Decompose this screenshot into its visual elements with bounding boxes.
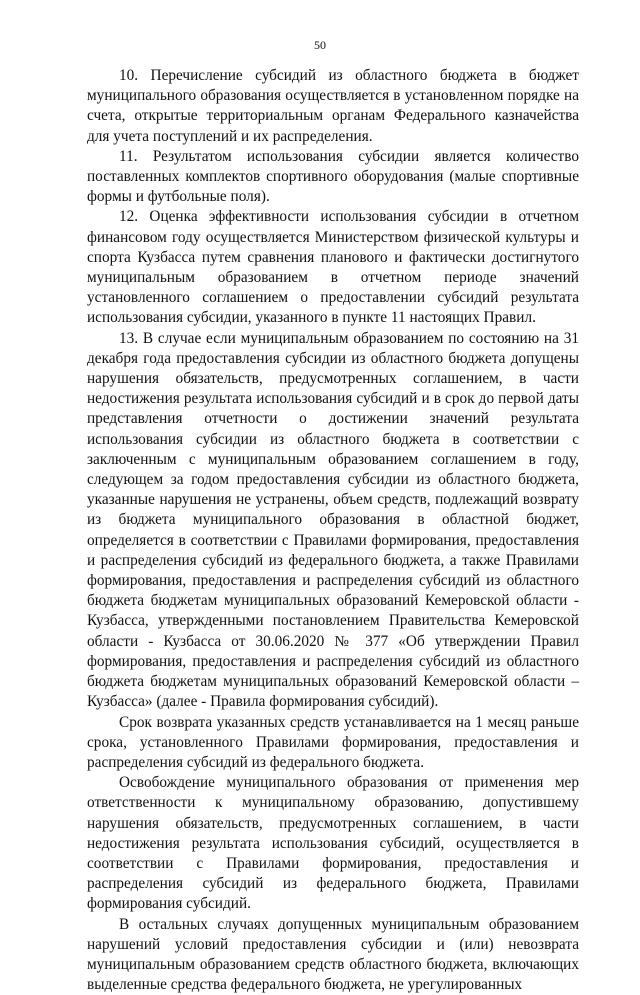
document-body: [87, 66, 579, 995]
page-number: 50: [314, 38, 326, 52]
paragraph-12-efficiency: 12. Оценка эффективности использования субсидии в отчетном финансовом году осуществляется Министерством физической культуры и спорта Кузбасса путем сравнения планового и фактически достигнутого муниципальным образованием в отчетном периоде значений установленного соглашением о предоставлении субсидий результата использования субсидии, указанного в пункте 11 настоящих Правил.: [87, 208, 579, 327]
paragraph-other-cases: В остальных случаях допущенных муниципальным образованием нарушений условий предоставления субсидии и (или) невозврата муниципальным образованием средств областного бюджета, включающих выделенные средства федерального бюджета, не урегулированных: [87, 915, 579, 994]
paragraph-exemption: Освобождение муниципального образования от применения мер ответственности к муниципальному образованию, допустившему нарушения обязательств, предусмотренных соглашением, в части недостижения результата использования субсидий, осуществляется в соответствии с Правилами формирования, предоставления и распределения субсидий из федерального бюджета, Правилами формирования субсидий.: [87, 774, 579, 913]
paragraph-return-deadline: Срок возврата указанных средств устанавливается на 1 месяц раньше срока, установленного Правилами формирования, предоставления и распределения субсидий из федерального бюджета.: [87, 713, 579, 771]
paragraph-10-subsidy-transfer: 10. Перечисление субсидий из областного бюджета в бюджет муниципального образования осуществляется в установленном порядке на счета, открытые территориальным органам Федерального казначейства для учета поступлений и их распределения.: [87, 67, 579, 145]
paragraph-11-result: 11. Результатом использования субсидии является количество поставленных комплектов спортивного оборудования (малые спортивные формы и футбольные поля).: [87, 147, 579, 206]
paragraph-13-violations: 13. В случае если муниципальным образованием по состоянию на 31 декабря года предоставления субсидии из областного бюджета допущены нарушения обязательств, предусмотренных соглашением, в части недостижения результата использования субсидий и в срок до первой даты представления отчетности о достижении значений результата использования субсидии из областного бюджета в соответствии с заключенным с муниципальным образованием соглашением в году, следующем за годом предоставления субсидии из областного бюджета, указанные нарушения не устранены, объем средств, подлежащий возврату из бюджета муниципального образования в областной бюджет, определяется в соответствии с Правилами формирования, предоставления и распределения субсидий из федерального бюджета, а также Правилами формирования, предоставления и распределения субсидий из областного бюджета бюджетам муниципальных образований Кемеровской области - Кузбасса, утвержденными постановлением Правительства Кемеровской области - Кузбасса от 30.06.2020 № 377 «Об утверждении Правил формирования, предоставления и распределения субсидий из областного бюджета бюджетам муниципальных образований Кемеровской области – Кузбасса» (далее - Правила формирования субсидий).: [87, 329, 579, 711]
